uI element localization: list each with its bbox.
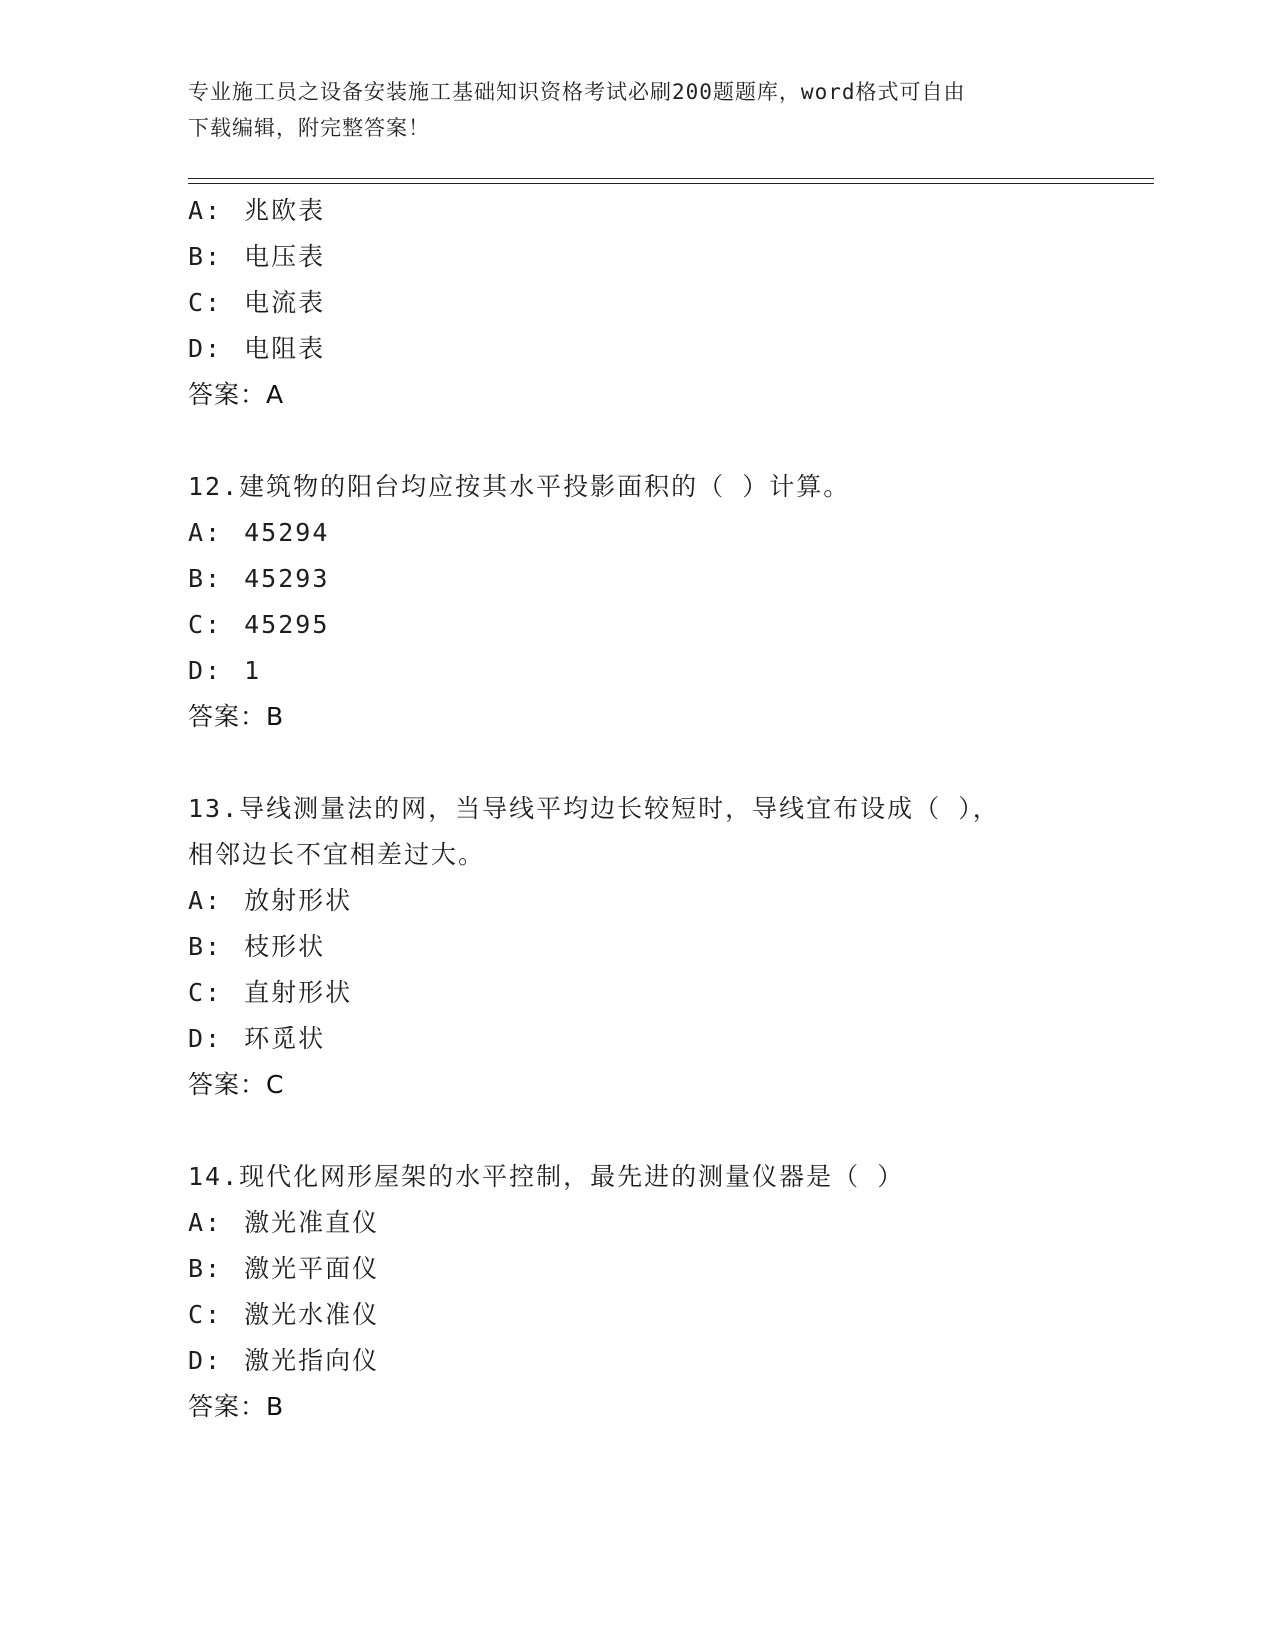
header-line-2: 下载编辑，附完整答案！ <box>188 116 430 140</box>
option-c: C: 45295 <box>188 610 330 639</box>
question-11 <box>188 188 1088 418</box>
answer: 答案：B <box>188 1392 285 1421</box>
option-c: C: 激光水准仪 <box>188 1300 380 1329</box>
question-12 <box>188 464 1088 740</box>
option-a: A: 放射形状 <box>188 886 353 915</box>
option-c: C: 直射形状 <box>188 978 353 1007</box>
option-b: B: 电压表 <box>188 242 326 271</box>
option-d: D: 电阻表 <box>188 334 326 363</box>
option-d: D: 1 <box>188 656 262 685</box>
question-stem: 14.现代化网形屋架的水平控制，最先进的测量仪器是（ ） <box>188 1162 905 1191</box>
answer: 答案：B <box>188 702 285 731</box>
header-line-1: 专业施工员之设备安装施工基础知识资格考试必刷200题题库，word格式可自由 <box>188 80 966 104</box>
option-a: A: 45294 <box>188 518 330 547</box>
question-stem: 12.建筑物的阳台均应按其水平投影面积的（ ）计算。 <box>188 472 851 501</box>
document-header <box>188 74 1068 146</box>
question-stem-line-2: 相邻边长不宜相差过大。 <box>188 840 486 869</box>
option-a: A: 兆欧表 <box>188 196 326 225</box>
answer: 答案：A <box>188 380 285 409</box>
option-b: B: 45293 <box>188 564 330 593</box>
option-d: D: 激光指向仪 <box>188 1346 380 1375</box>
header-divider-bottom <box>188 183 1154 184</box>
option-a: A: 激光准直仪 <box>188 1208 380 1237</box>
question-stem-line-1: 13.导线测量法的网，当导线平均边长较短时，导线宜布设成（ ）， <box>188 794 1000 823</box>
option-d: D: 环觅状 <box>188 1024 326 1053</box>
option-b: B: 枝形状 <box>188 932 326 961</box>
header-divider-top <box>188 178 1154 179</box>
question-13 <box>188 786 1088 1108</box>
option-b: B: 激光平面仪 <box>188 1254 380 1283</box>
question-list <box>188 188 1088 1476</box>
question-stem <box>188 786 1068 878</box>
question-14 <box>188 1154 1088 1430</box>
answer: 答案：C <box>188 1070 285 1099</box>
option-c: C: 电流表 <box>188 288 326 317</box>
